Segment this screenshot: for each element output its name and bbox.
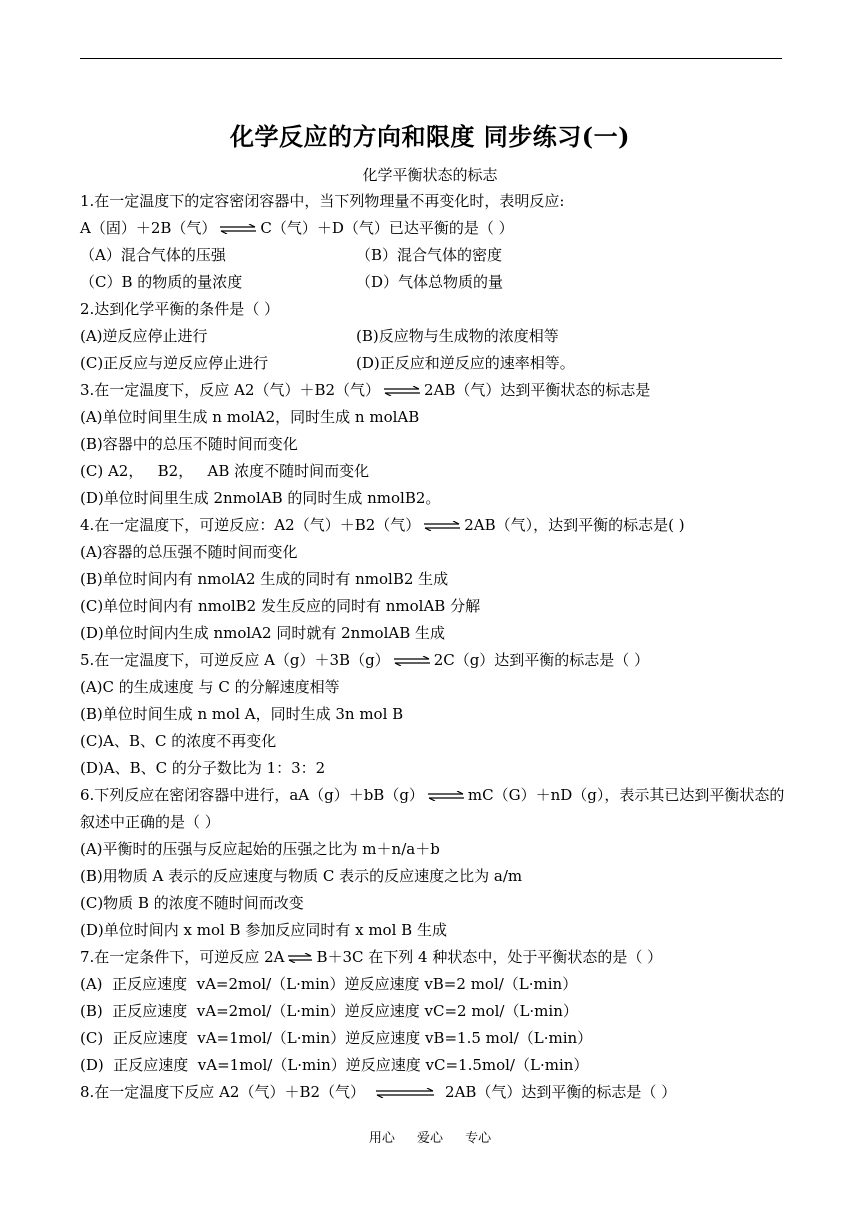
- option-b: (B)反应物与生成物的浓度相等: [356, 327, 559, 345]
- option-a: (A)C 的生成速度 与 C 的分解速度相等: [80, 678, 340, 696]
- option-b: (B)单位时间内有 nmolA2 生成的同时有 nmolB2 生成: [80, 570, 449, 588]
- question-4-stem-left: 4.在一定温度下，可逆反应：A2（气）＋B2（气）: [80, 516, 421, 534]
- question-1-equation: [80, 215, 785, 242]
- option-d: (D)单位时间内生成 nmolA2 同时就有 2nmolAB 生成: [80, 624, 446, 642]
- question-4-stem-right: 2AB（气），达到平衡的标志是( ): [464, 516, 685, 534]
- page-title: 化学反应的方向和限度 同步练习(一): [229, 122, 631, 151]
- option-c: (C)单位时间内有 nmolB2 发生反应的同时有 nmolAB 分解: [80, 597, 481, 615]
- option-c: （C）B 的物质的量浓度: [80, 273, 243, 291]
- exercise-body: [80, 188, 785, 1106]
- question-7-stem-right: B＋3C 在下列 4 种状态中，处于平衡状态的是（ ）: [316, 948, 663, 966]
- question-2-stem: 2.达到化学平衡的条件是（ ）: [80, 300, 280, 318]
- option-c: (C)正反应与逆反应停止进行: [80, 354, 269, 372]
- equilibrium-arrow-icon: [383, 386, 421, 396]
- page-footer: 用心 爱心 专心: [368, 1131, 492, 1146]
- question-1-options-ab: [80, 242, 785, 269]
- equilibrium-arrow-icon: [393, 656, 431, 666]
- question-5-stem-left: 5.在一定温度下，可逆反应 A（g）＋3B（g）: [80, 651, 390, 669]
- question-5-stem-right: 2C（g）达到平衡的标志是（ ）: [433, 651, 650, 669]
- question-2-options-cd: [80, 350, 785, 377]
- question-8-stem: [80, 1079, 785, 1106]
- option-c: (C)物质 B 的浓度不随时间而改变: [80, 894, 304, 912]
- question-1-stem: 1.在一定温度下的定容密闭容器中，当下列物理量不再变化时，表明反应:: [80, 192, 565, 210]
- option-b: （B）混合气体的密度: [356, 246, 503, 264]
- header-rule: [80, 58, 782, 59]
- option-a: (A)单位时间里生成 n molA2，同时生成 n molAB: [80, 408, 420, 426]
- question-7-stem: [80, 944, 785, 971]
- question-5-stem: [80, 647, 785, 674]
- question-7-stem-left: 7.在一定条件下，可逆反应 2A: [80, 948, 285, 966]
- equilibrium-arrow-icon: [375, 1088, 435, 1098]
- option-d: (D) 正反应速度 vA=1mol/（L·min）逆反应速度 vC=1.5mol/（L·min）: [80, 1056, 589, 1074]
- option-b: (B) 正反应速度 vA=2mol/（L·min）逆反应速度 vC=2 mol/（L·min）: [80, 1002, 578, 1020]
- question-3-stem-right: 2AB（气）达到平衡状态的标志是: [424, 381, 651, 399]
- option-d: （D）气体总物质的量: [356, 273, 504, 291]
- option-d: (D)单位时间内 x mol B 参加反应同时有 x mol B 生成: [80, 921, 447, 939]
- option-c: (C) A2， B2， AB 浓度不随时间而变化: [80, 462, 370, 480]
- option-a: (A)容器的总压强不随时间而变化: [80, 543, 298, 561]
- option-c: (C)A、B、C 的浓度不再变化: [80, 732, 277, 750]
- option-a: (A)平衡时的压强与反应起始的压强之比为 m＋n/a＋b: [80, 840, 440, 858]
- equilibrium-arrow-icon: [287, 953, 313, 963]
- option-b: (B)容器中的总压不随时间而变化: [80, 435, 298, 453]
- equilibrium-arrow-icon: [219, 224, 257, 234]
- option-d: (D)正反应和逆反应的速率相等。: [356, 354, 575, 372]
- option-d: (D)A、B、C 的分子数比为 1：3：2: [80, 759, 326, 777]
- option-d: (D)单位时间里生成 2nmolAB 的同时生成 nmolB2。: [80, 489, 441, 507]
- equilibrium-arrow-icon: [427, 791, 465, 801]
- question-6-stem-left: 6.下列反应在密闭容器中进行，aA（g）＋bB（g）: [80, 786, 424, 804]
- option-b: (B)用物质 A 表示的反应速度与物质 C 表示的反应速度之比为 a/m: [80, 867, 523, 885]
- question-6-stem-right: mC（G）＋nD（g），表示其已达到平衡状态的叙述中正确的是（ ）: [80, 786, 785, 831]
- option-b: (B)单位时间生成 n mol A，同时生成 3n mol B: [80, 705, 404, 723]
- question-2-options-ab: [80, 323, 785, 350]
- question-4-stem: [80, 512, 785, 539]
- question-1-eq-left: A（固）＋2B（气）: [80, 219, 217, 237]
- question-1-options-cd: [80, 269, 785, 296]
- equilibrium-arrow-icon: [423, 521, 461, 531]
- question-8-stem-left: 8.在一定温度下反应 A2（气）＋B2（气）: [80, 1083, 366, 1101]
- option-c: (C) 正反应速度 vA=1mol/（L·min）逆反应速度 vB=1.5 mol/（L·min）: [80, 1029, 593, 1047]
- option-a: (A) 正反应速度 vA=2mol/（L·min）逆反应速度 vB=2 mol/（L·min）: [80, 975, 578, 993]
- section-subtitle: 化学平衡状态的标志: [362, 166, 498, 184]
- question-6-stem: [80, 782, 785, 836]
- question-3-stem: [80, 377, 785, 404]
- option-a: (A)逆反应停止进行: [80, 327, 208, 345]
- question-1-eq-right: C（气）＋D（气）已达平衡的是（ ）: [260, 219, 514, 237]
- question-3-stem-left: 3.在一定温度下，反应 A2（气）＋B2（气）: [80, 381, 381, 399]
- option-a: （A）混合气体的压强: [80, 246, 226, 264]
- question-8-stem-right: 2AB（气）达到平衡的标志是（ ）: [445, 1083, 677, 1101]
